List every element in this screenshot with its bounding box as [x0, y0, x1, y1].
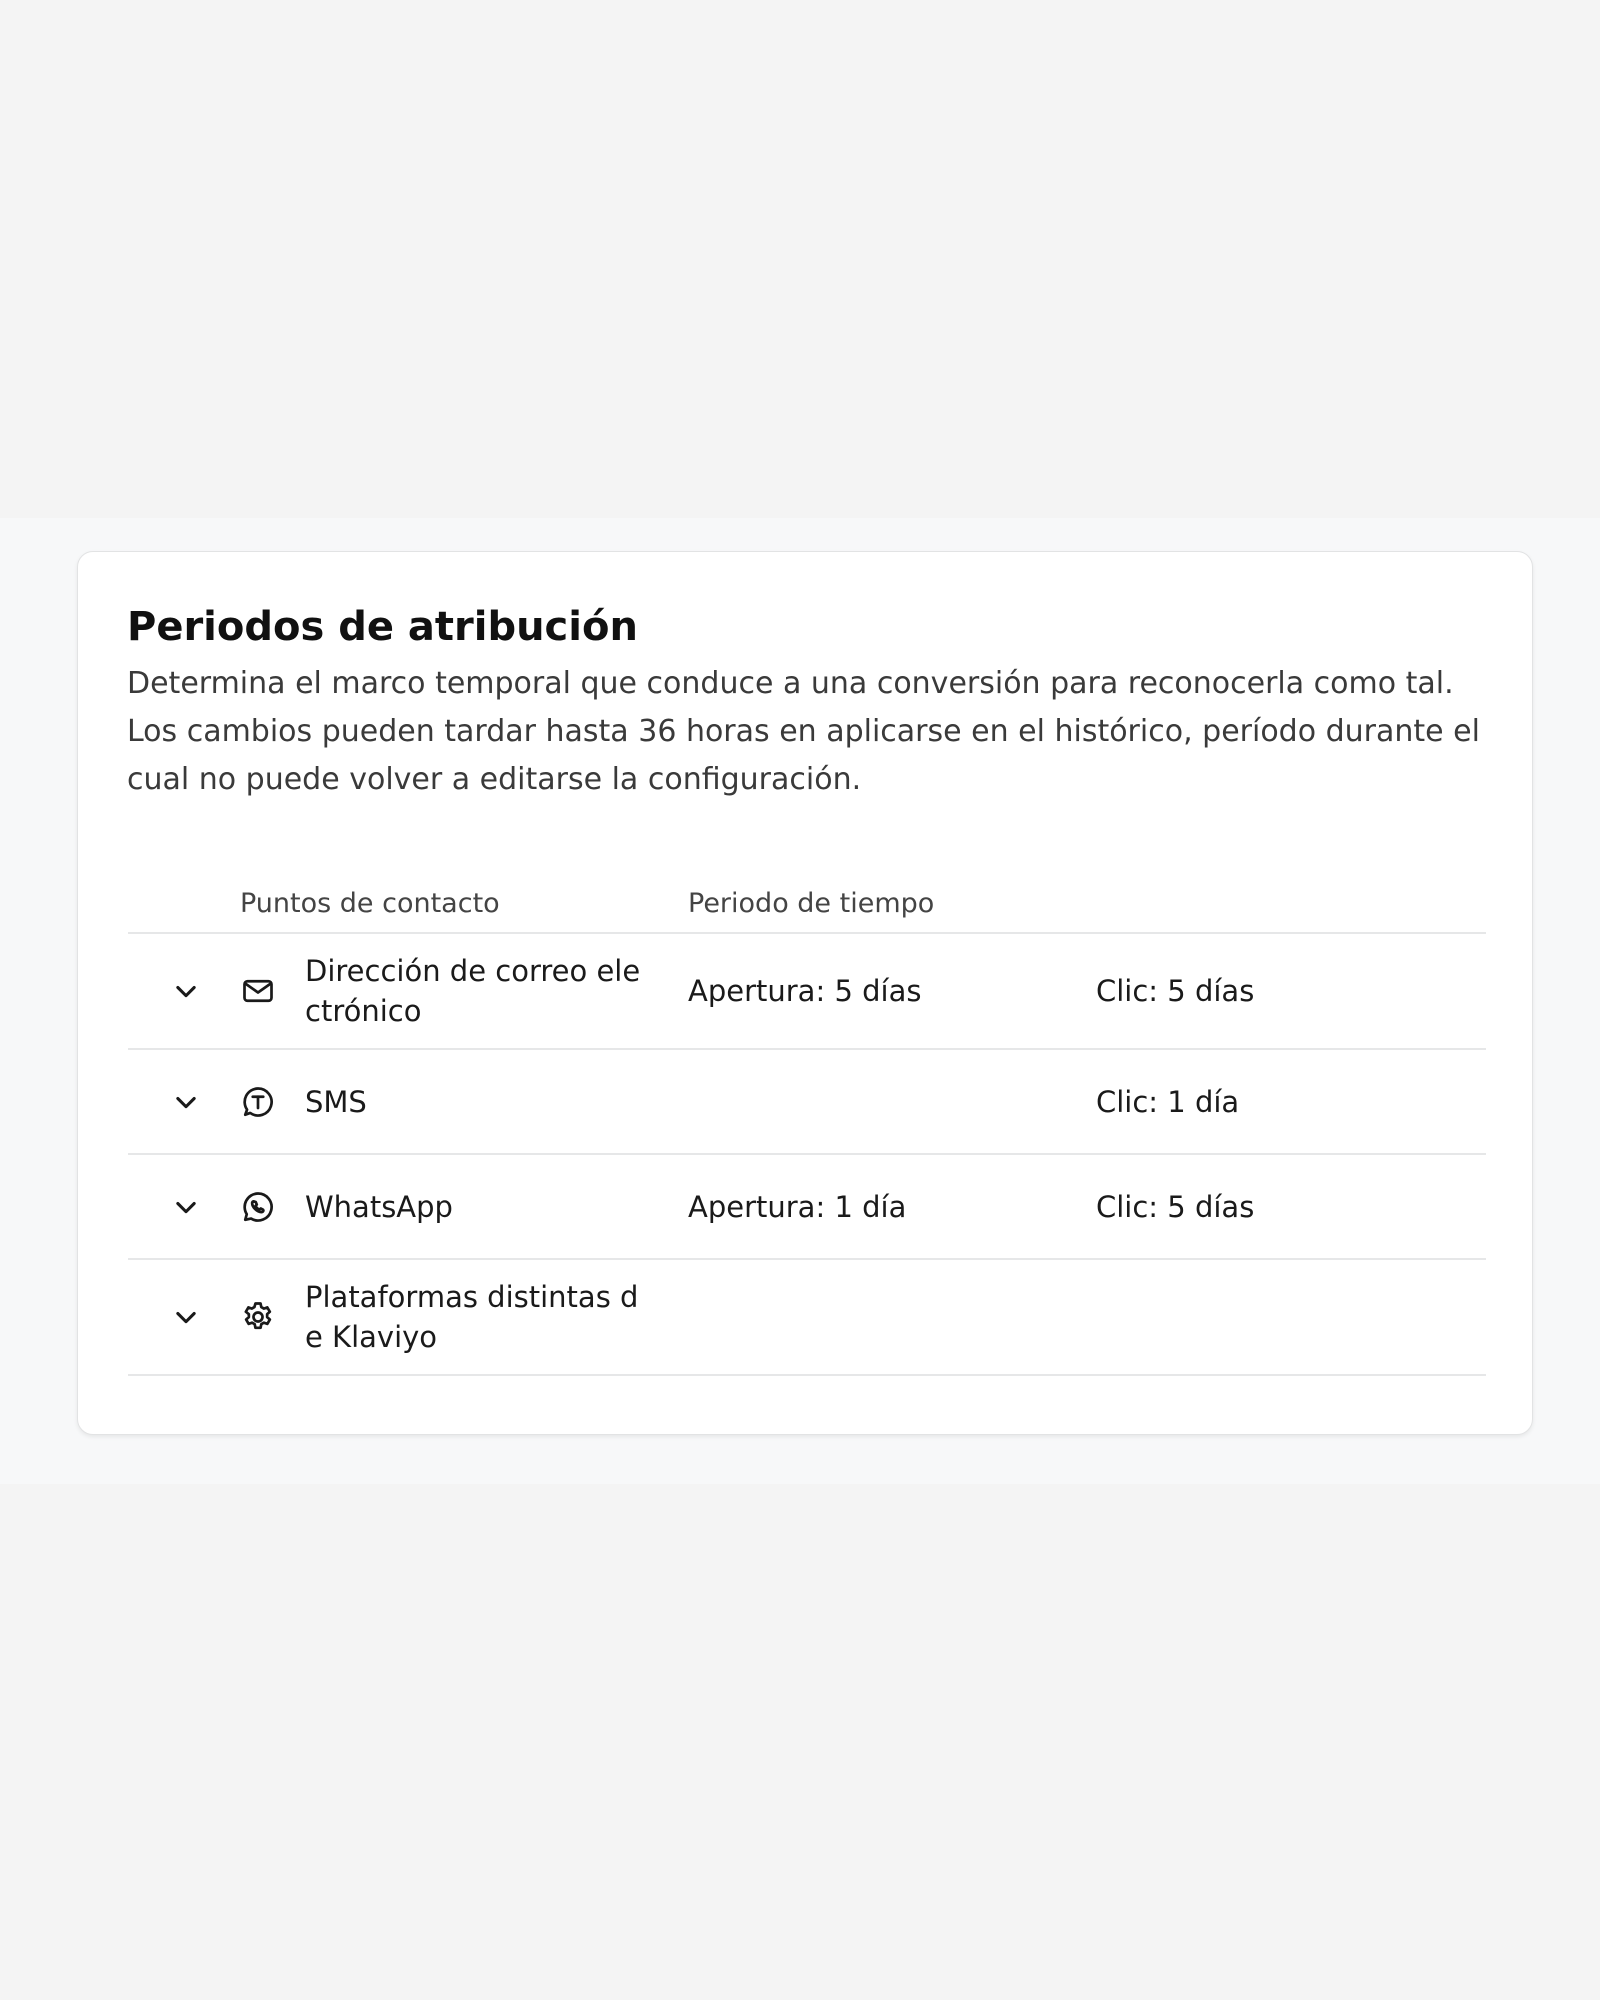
chevron-down-icon[interactable] — [172, 1303, 200, 1331]
table-header — [128, 870, 1486, 934]
touchpoint-name: SMS — [305, 1084, 367, 1119]
open-window: Apertura: 5 días — [688, 974, 922, 1008]
attribution-table — [128, 870, 1486, 1376]
sms-icon — [240, 1084, 276, 1120]
click-window: Clic: 5 días — [1096, 1189, 1255, 1224]
section-title: Periodos de atribución — [127, 604, 638, 650]
table-row-whatsapp[interactable] — [128, 1155, 1486, 1260]
table-row-other-platforms[interactable] — [128, 1260, 1486, 1376]
chevron-down-icon[interactable] — [172, 1193, 200, 1221]
table-row-sms[interactable] — [128, 1050, 1486, 1155]
click-window: Clic: 5 días — [1096, 974, 1255, 1008]
header-time-period: Periodo de tiempo — [688, 888, 935, 919]
gear-icon — [240, 1299, 276, 1335]
email-icon — [240, 973, 276, 1009]
section-description: Determina el marco temporal que conduce a una conversión para reconocerla como tal. Los cambios pueden tardar hasta 36 horas en aplicarse en el histórico, período durante el cual no puede volver a editarse la configuración. — [127, 666, 1480, 797]
header-contact-points: Puntos de contacto — [240, 888, 500, 919]
chevron-down-icon[interactable] — [172, 1088, 200, 1116]
open-window: Apertura: 1 día — [688, 1189, 907, 1224]
chevron-down-icon[interactable] — [172, 977, 200, 1005]
whatsapp-icon — [240, 1189, 276, 1225]
table-row-email[interactable] — [128, 934, 1486, 1050]
touchpoint-name: Plataformas distintas de Klaviyo — [305, 1280, 639, 1354]
touchpoint-name: WhatsApp — [305, 1189, 453, 1224]
touchpoint-name: Dirección de correo electrónico — [305, 954, 641, 1028]
click-window: Clic: 1 día — [1096, 1084, 1240, 1119]
attribution-card — [77, 551, 1533, 1435]
